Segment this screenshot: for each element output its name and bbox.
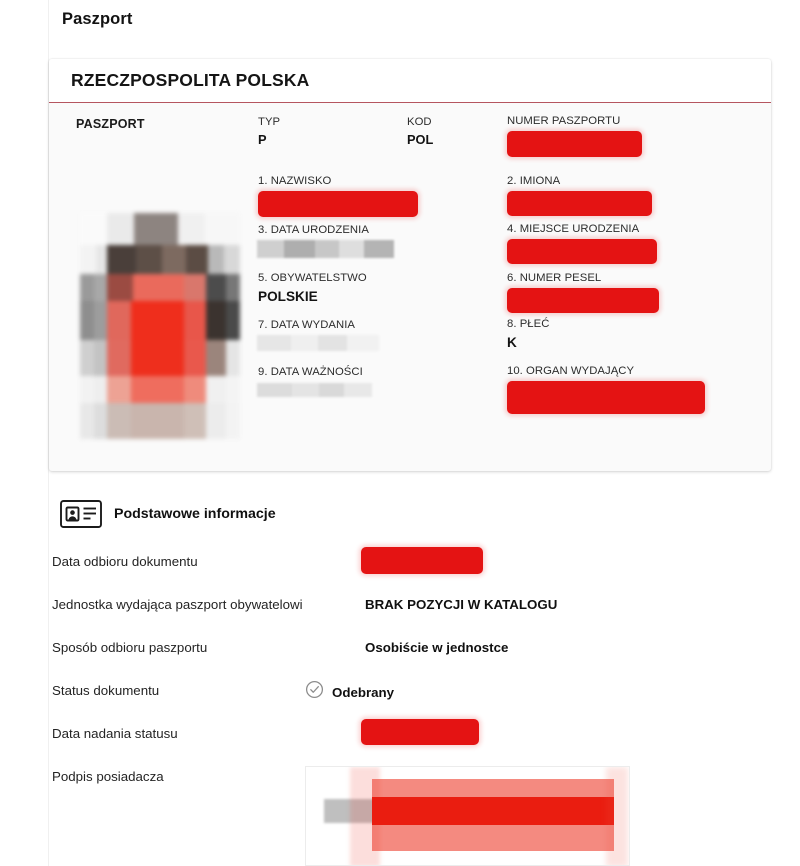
field-label-numer-paszportu: NUMER PASZPORTU [507,115,621,127]
signature-red-feather [606,767,628,866]
redaction-data-urodzenia [257,240,394,258]
id-card-icon [59,498,103,530]
passport-doc-kind: PASZPORT [76,117,145,131]
passport-card-header [49,59,771,103]
field-label-typ: TYP [258,116,281,128]
check-circle-icon [305,680,324,704]
field-value-typ: P [258,132,267,147]
field-label-data-waznosci: 9. DATA WAŻNOŚCI [258,366,363,378]
field-label-data-urodzenia: 3. DATA URODZENIA [258,224,369,236]
redaction-data-nadania-statusu [361,719,479,745]
row-label-jednostka-wydajaca: Jednostka wydająca paszport obywatelowi [52,597,303,612]
row-value-jednostka-wydajaca: BRAK POZYCJI W KATALOGU [365,597,558,612]
passport-preview-card [49,59,771,471]
redaction-numer-pesel [507,288,659,313]
status-text: Odebrany [332,684,395,700]
redaction-imiona [507,191,652,216]
field-value-kod: POL [407,132,434,147]
field-label-kod: KOD [407,116,432,128]
signature-box [305,766,630,866]
redaction-numer-paszportu [507,131,642,157]
page-title: Paszport [62,10,133,28]
status-badge [305,680,394,704]
passport-country-title: RZECZPOSPOLITA POLSKA [71,70,310,90]
signature-red-band-core [372,797,614,825]
row-label-data-odbioru-dokumentu: Data odbioru dokumentu [52,554,198,569]
row-label-data-nadania-statusu: Data nadania statusu [52,726,178,741]
field-label-obywatelstwo: 5. OBYWATELSTWO [258,272,367,284]
redaction-data-wydania [257,335,379,351]
redaction-data-odbioru-dokumentu [361,547,483,574]
section-header-basic-info [59,498,276,530]
field-label-miejsce-urodzenia: 4. MIEJSCE URODZENIA [507,223,640,235]
redaction-nazwisko [258,191,418,217]
passport-card-body [49,103,771,471]
field-value-plec: K [507,335,517,350]
field-label-data-wydania: 7. DATA WYDANIA [258,319,355,331]
section-title-basic-info: Podstawowe informacje [114,506,276,522]
row-label-podpis-posiadacza: Podpis posiadacza [52,769,164,784]
field-label-nazwisko: 1. NAZWISKO [258,175,332,187]
field-label-organ-wydajacy: 10. ORGAN WYDAJĄCY [507,365,635,377]
row-label-sposob-odbioru: Sposób odbioru paszportu [52,640,208,655]
redaction-miejsce-urodzenia [507,239,657,264]
redaction-organ-wydajacy [507,381,705,414]
field-label-imiona: 2. IMIONA [507,175,561,187]
field-label-plec: 8. PŁEĆ [507,318,550,330]
field-value-obywatelstwo: POLSKIE [258,289,318,304]
passport-photo-mosaic [80,213,240,439]
redaction-data-waznosci [257,383,372,397]
row-label-status-dokumentu: Status dokumentu [52,683,160,698]
row-value-sposob-odbioru: Osobiście w jednostce [365,640,509,655]
field-label-numer-pesel: 6. NUMER PESEL [507,272,602,284]
